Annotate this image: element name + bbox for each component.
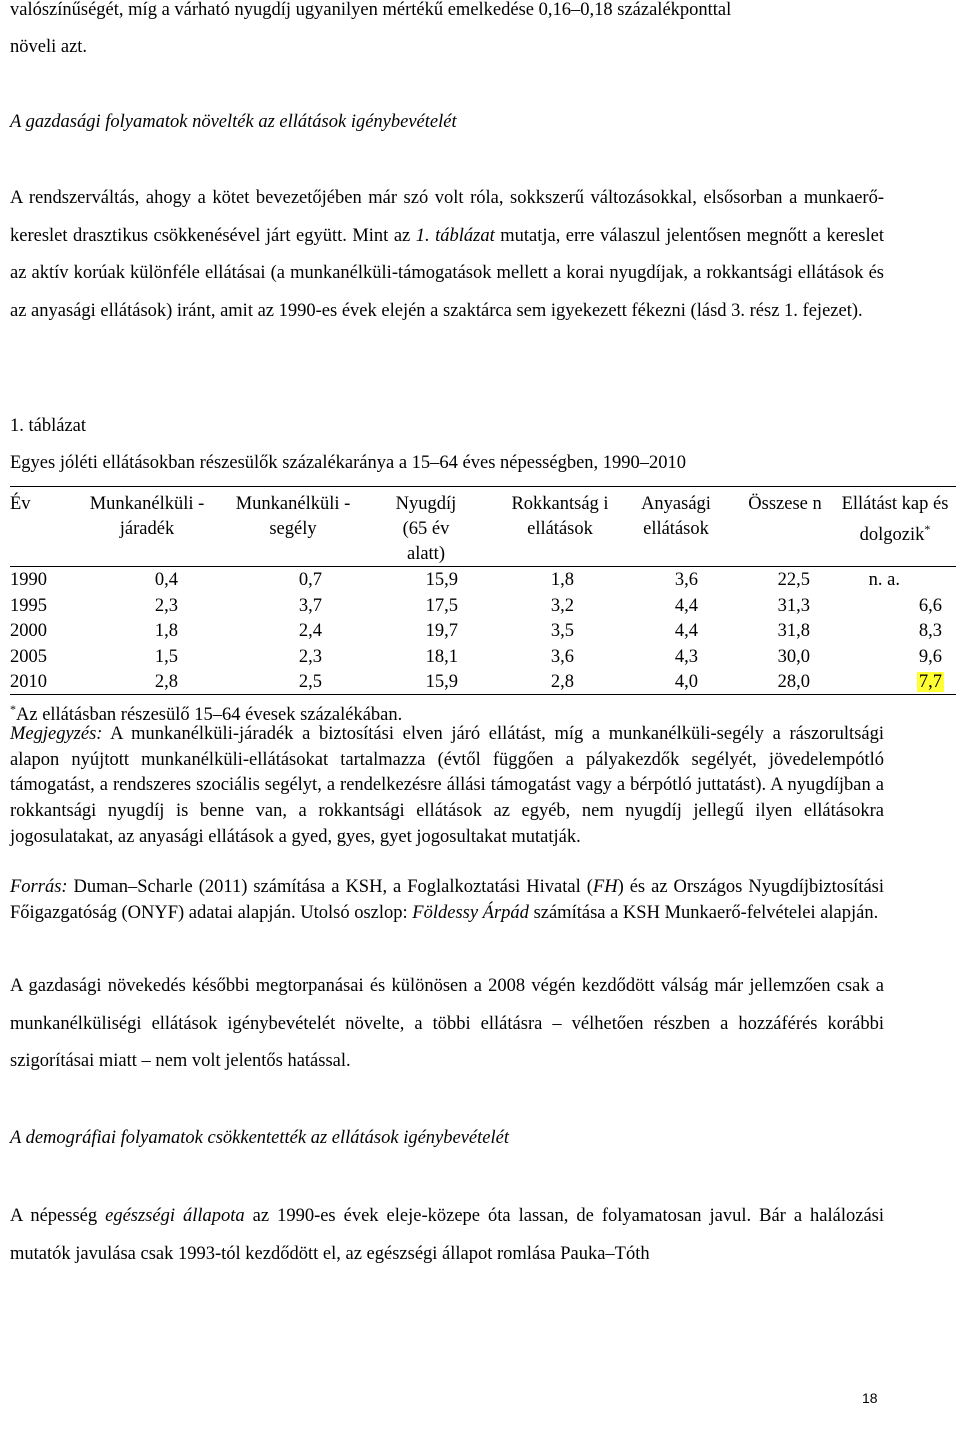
section-paragraph-economic: A rendszerváltás, ahogy a kötet bevezetőjében már szó volt róla, sokkszerű változásokkal, elsősorban a munkaerő-kereslet drasztikus csökkenésével járt együtt. Mint az 1. táblázat mutatja, erre válaszul jelentősen megnőtt a kereslet az aktív korúak különféle ellátásai (a munkanélküli-támogatások mellett a korai nyugdíjak, a rokkantsági ellátások és az anyasági ellátások) iránt, amit az 1990-es évek elején a szaktárca sem igyekezett fékezni (lásd 3. rész 1. fejezet). xyxy=(10,188,884,321)
header-unemployment-benefit: Munkanélküli -járadék xyxy=(89,494,205,539)
cell-value: 15,9 xyxy=(425,672,458,692)
section-paragraph-demographic: A népesség egészségi állapota az 1990-es évek eleje-közepe óta lassan, de folyamatosan javul. Bár a halálozási mutatók javulása csak 1993-tól kezdődött el, az egészségi állapot romlása Pauka–Tóth xyxy=(10,1206,885,1264)
header-disability: Rokkantság i ellátások xyxy=(511,494,609,539)
table-footnote: *Az ellátásban részesülő 15–64 évesek százalékában. xyxy=(10,702,403,726)
cell-year: 1995 xyxy=(10,595,47,616)
table-row xyxy=(10,568,956,593)
cell-value: 1,8 xyxy=(550,570,574,590)
table-row xyxy=(10,670,956,695)
table-row xyxy=(10,645,956,670)
highlight-mark: 7,7 xyxy=(918,672,942,692)
cell-value: 3,6 xyxy=(550,646,574,667)
table-row xyxy=(10,619,956,644)
cell-value: 17,5 xyxy=(425,595,458,616)
cell-value: 2,4 xyxy=(298,621,322,641)
cell-value: 4,4 xyxy=(674,621,698,641)
cell-year: 1990 xyxy=(10,570,47,590)
section-heading-demographic: A demográfiai folyamatok csökkentették az ellátások igénybevételét xyxy=(10,1128,509,1148)
cell-value: 28,0 xyxy=(777,672,810,692)
table-header-rule xyxy=(10,566,956,567)
table-row xyxy=(10,594,956,619)
cell-value: 31,8 xyxy=(777,621,810,641)
table-label: 1. táblázat xyxy=(10,416,87,436)
cell-value: 3,5 xyxy=(550,621,574,641)
page-number: 18 xyxy=(862,1390,878,1406)
cell-value: 2,8 xyxy=(550,672,574,692)
header-maternity: Anyasági ellátások xyxy=(641,494,711,539)
table-body xyxy=(10,568,956,694)
cell-value: 4,3 xyxy=(674,646,698,667)
intro-line-2: növeli azt. xyxy=(10,37,88,57)
header-unemployment-assistance: Munkanélküli -segély xyxy=(235,494,351,539)
cell-value: 3,6 xyxy=(674,570,698,590)
cell-value: 15,9 xyxy=(425,570,458,590)
highlighted-cell xyxy=(917,670,944,695)
table-top-rule xyxy=(10,486,956,487)
header-working-recipients: Ellátást kap és dolgozik* xyxy=(841,494,949,546)
cell-value: 6,6 xyxy=(918,595,942,616)
table-source: Forrás: Duman–Scharle (2011) számítása a KSH, a Foglalkoztatási Hivatal (FH) és az Országos Nyugdíjbiztosítási Főigazgatóság (ONYF) adatai alapján. Utolsó oszlop: Földessy Árpád számítása a KSH Munkaerő-felvételei alapján. xyxy=(10,877,885,923)
intro-line-1: valószínűségét, míg a várható nyugdíj ugyanilyen mértékű emelkedése 0,16–0,18 százalékponttal xyxy=(10,0,732,20)
cell-value: 30,0 xyxy=(777,646,810,667)
header-year: Év xyxy=(10,494,31,514)
header-pension: Nyugdíj (65 év alatt) xyxy=(395,494,457,564)
cell-value: 31,3 xyxy=(777,595,810,616)
table-reference: 1. táblázat xyxy=(415,225,495,246)
cell-value: 2,5 xyxy=(298,672,322,692)
cell-value: 18,1 xyxy=(425,646,458,667)
paragraph-growth: A gazdasági növekedés későbbi megtorpanásai és különösen a 2008 végén kezdődött válság már jellemzően csak a munkanélküliségi ellátások igénybevételét növelte, a többi ellátásra – vélhetően részben a hozzáférés korábbi szigorításai miatt – nem volt jelentős hatással. xyxy=(10,976,884,1071)
section-heading-economic: A gazdasági folyamatok növelték az ellátások igénybevételét xyxy=(10,112,457,132)
cell-value: 1,8 xyxy=(154,621,178,641)
cell-value: 4,4 xyxy=(674,595,698,616)
cell-value: 2,8 xyxy=(154,672,178,692)
cell-value: 19,7 xyxy=(425,621,458,641)
header-total: Összese n xyxy=(748,494,822,514)
cell-value: 8,3 xyxy=(918,621,942,641)
cell-value: 22,5 xyxy=(777,570,810,590)
cell-year: 2000 xyxy=(10,621,47,641)
cell-value: 3,7 xyxy=(298,595,322,616)
cell-value: 0,7 xyxy=(298,570,322,590)
cell-value: 4,0 xyxy=(674,672,698,692)
cell-year: 2010 xyxy=(10,672,47,692)
cell-value: 9,6 xyxy=(918,646,942,667)
cell-year: 2005 xyxy=(10,646,47,667)
cell-value: 2,3 xyxy=(298,646,322,667)
cell-value: 3,2 xyxy=(550,595,574,616)
table-note: Megjegyzés: A munkanélküli-járadék a biztosítási elven járó ellátást, míg a munkanélküli-segély a rászorultsági alapon nyújtott munkanélküli-ellátásokat tartalmazza (évtől függően a pályakezdők segélyét, jövedelempótló támogatást, a rendszeres szociális segélyt, a rendelkezésre állási támogatást vagy a bérpótló juttatást). A nyugdíjban a rokkantsági nyugdíj is benne van, a rokkantsági ellátások az egyéb, nem nyugdíj jellegű ilyen ellátásokra jogosulatakat, az anyasági ellátások a gyed, gyes, gyet jogosultakat mutatják. xyxy=(10,724,884,847)
table-title: Egyes jóléti ellátásokban részesülők százalékaránya a 15–64 éves népességben, 1990–2010 xyxy=(10,453,687,473)
cell-value: n. a. xyxy=(868,570,900,590)
cell-value: 1,5 xyxy=(154,646,178,667)
cell-value: 0,4 xyxy=(154,570,178,590)
cell-value: 2,3 xyxy=(154,595,178,616)
